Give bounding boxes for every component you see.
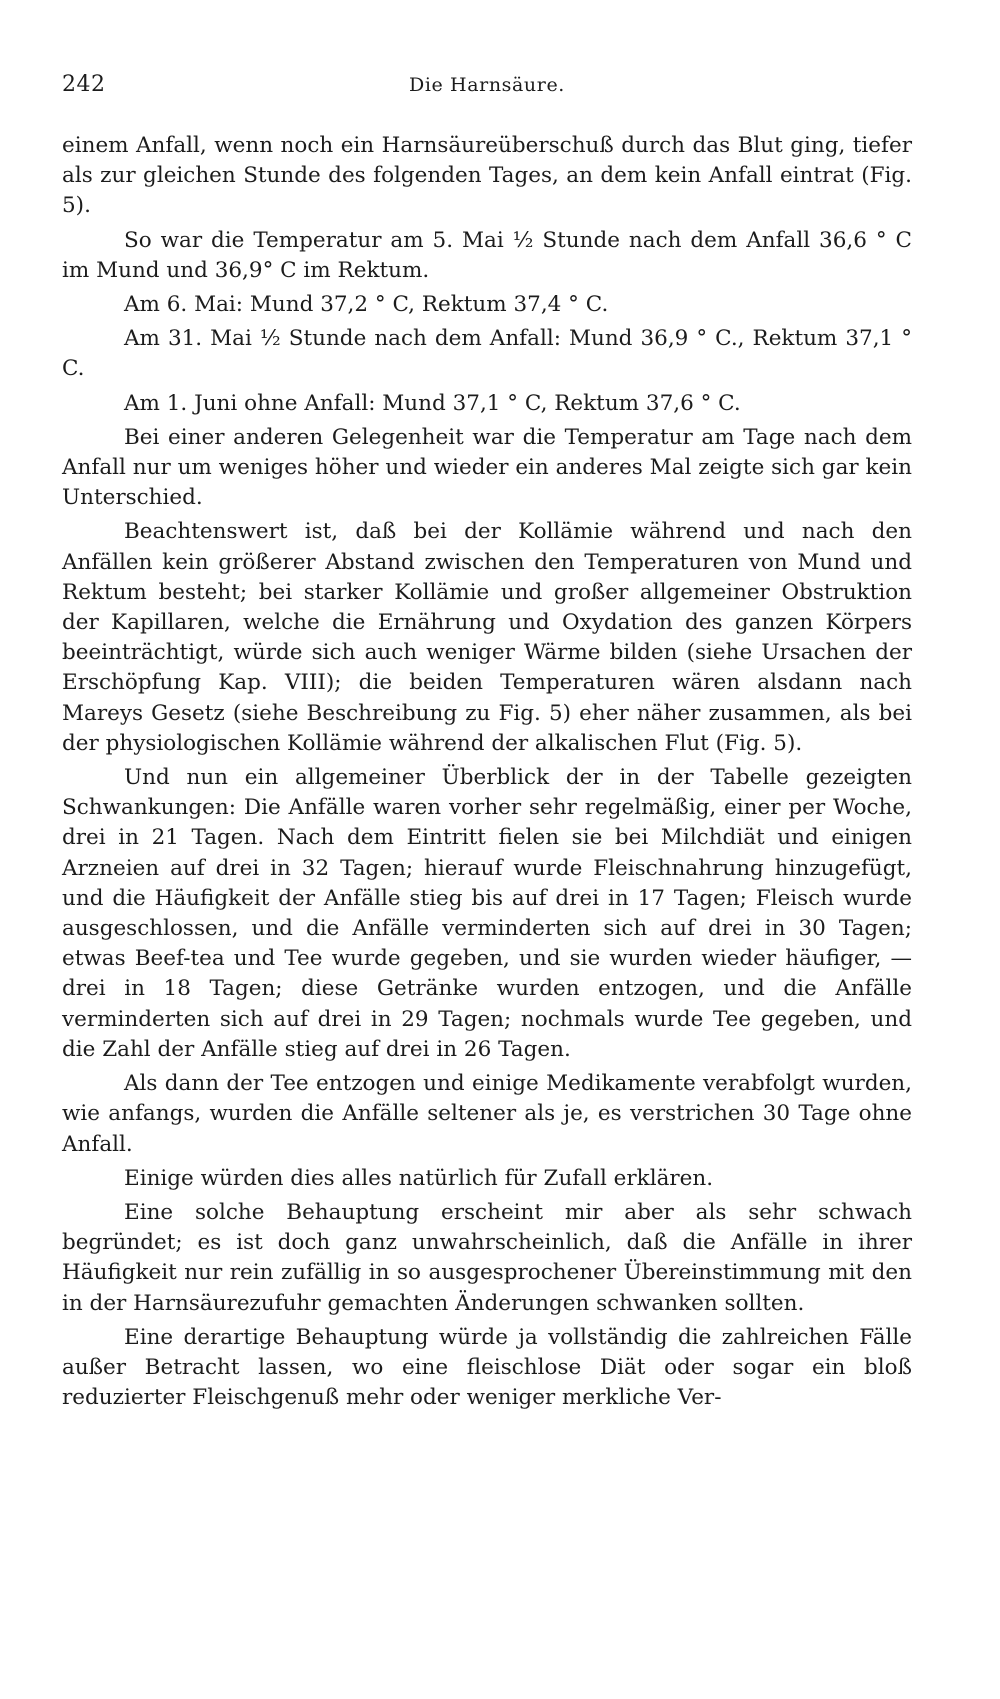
- paragraph-temperature-june-1: Am 1. Juni ohne Anfall: Mund 37,1 ° C, Rektum 37,6 ° C.: [124, 390, 741, 416]
- paragraph-tea-withdrawn: Als dann der Tee entzogen und einige Medikamente verabfolgt wurden, wie anfangs, wurden die Anfälle seltener als je, es verstrichen 30 Tage ohne Anfall.: [62, 1071, 912, 1157]
- paragraph-final: Eine derartige Behauptung würde ja vollständig die zahlreichen Fälle außer Betracht lassen, wo eine fleischlose Diät oder sogar ein bloß reduzierter Fleischgenuß mehr oder weniger merkliche Ver-: [62, 1324, 912, 1411]
- running-title: Die Harnsäure.: [409, 74, 565, 96]
- paragraph-temperature-may-5: So war die Temperatur am 5. Mai ½ Stunde nach dem Anfall 36,6 ° C im Mund und 36,9° C im Rektum.: [62, 227, 912, 283]
- paragraph-overview: Und nun ein allgemeiner Überblick der in der Tabelle gezeigten Schwankungen: Die Anfälle waren vorher sehr regelmäßig, einer per Woche, drei in 21 Tagen. Nach dem Eintritt fielen sie bei Milchdiät und einigen Arzneien auf drei in 32 Tagen; hierauf wurde Fleischnahrung hinzugefügt, und die Häufigkeit der Anfälle stieg bis auf drei in 17 Tagen; Fleisch wurde ausgeschlossen, und die Anfälle verminderten sich auf drei in 30 Tagen; etwas Beef-tea und Tee wurde gegeben, und sie wurden wieder häufiger, — drei in 18 Tagen; diese Getränke wurden entzogen, und die Anfälle verminderten sich auf drei in 29 Tagen; nochmals wurde Tee gegeben, und die Zahl der Anfälle stieg auf drei in 26 Tagen.: [62, 765, 912, 1062]
- page-number: 242: [62, 72, 106, 97]
- paragraph-temperature-may-31: Am 31. Mai ½ Stunde nach dem Anfall: Mund 36,9 ° C., Rektum 37,1 ° C.: [62, 326, 912, 382]
- paragraph-continued: einem Anfall, wenn noch ein Harnsäureüberschuß durch das Blut ging, tiefer als zur gleichen Stunde des folgenden Tages, an dem kein Anfall eintrat (Fig. 5).: [62, 133, 912, 219]
- body-text: [62, 131, 912, 1417]
- paragraph-temperature-may-6: Am 6. Mai: Mund 37,2 ° C, Rektum 37,4 ° C.: [124, 292, 609, 318]
- paragraph-kollaemie: Beachtenswert ist, daß bei der Kollämie während und nach den Anfällen kein größerer Abstand zwischen den Temperaturen von Mund und Rektum besteht; bei starker Kollämie und großer allgemeiner Obstruktion der Kapillaren, welche die Ernährung und Oxydation des ganzen Körpers beeinträchtigt, würde sich auch weniger Wärme bilden (siehe Ursachen der Erschöpfung Kap. VIII); die beiden Temperaturen wären alsdann nach Mareys Gesetz (siehe Beschreibung zu Fig. 5) eher näher zusammen, als bei der physiologischen Kollämie während der alkalischen Flut (Fig. 5).: [62, 519, 912, 756]
- paragraph-coincidence: Einige würden dies alles natürlich für Zufall erklären.: [124, 1165, 714, 1191]
- page-header: [62, 72, 912, 112]
- paragraph-other-occasion: Bei einer anderen Gelegenheit war die Temperatur am Tage nach dem Anfall nur um weniges höher und wieder ein anderes Mal zeigte sich gar kein Unterschied.: [62, 424, 912, 511]
- paragraph-weak-claim: Eine solche Behauptung erscheint mir aber als sehr schwach begründet; es ist doch ganz unwahrscheinlich, daß die Anfälle in ihrer Häufigkeit nur rein zufällig in so ausgesprochener Übereinstimmung mit den in der Harnsäurezufuhr gemachten Änderungen schwanken sollten.: [62, 1199, 912, 1316]
